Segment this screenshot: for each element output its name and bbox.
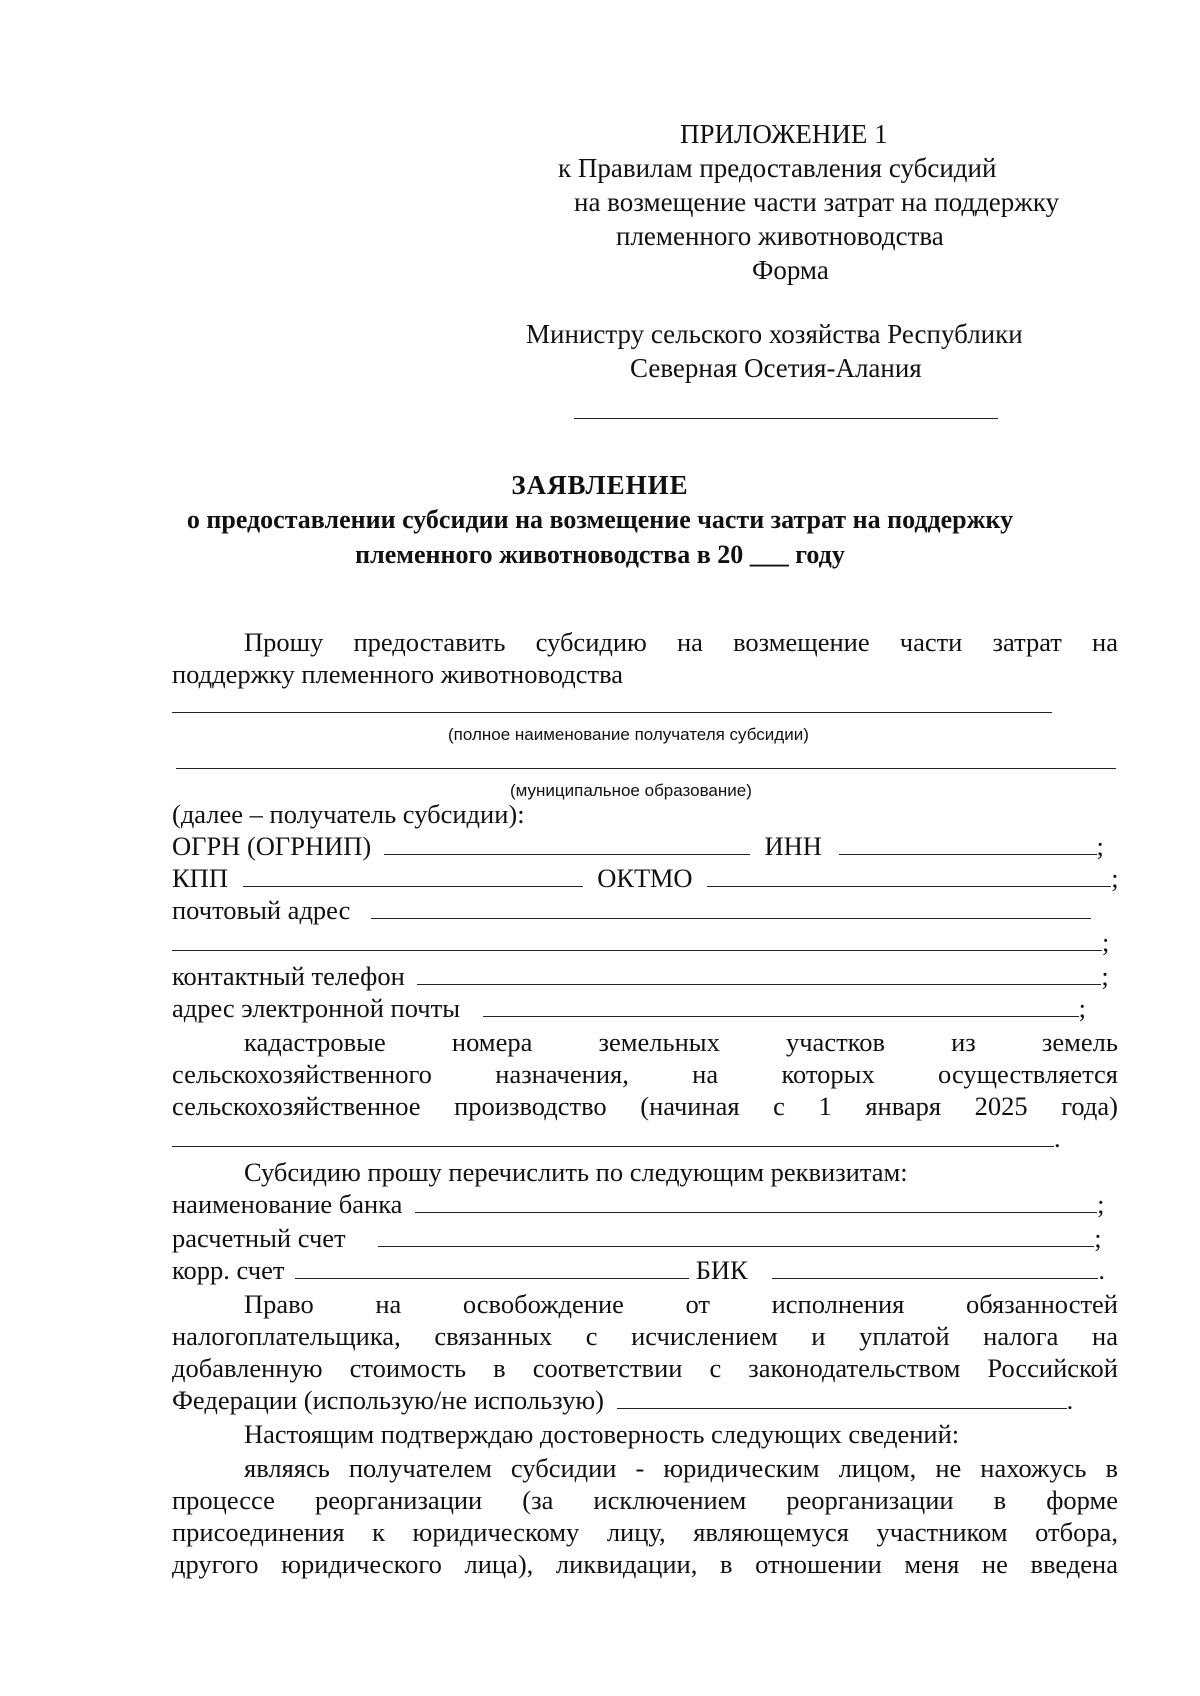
postal-field-continued[interactable] (172, 928, 1102, 951)
recipient-name-caption: (полное наименование получателя субсидии) (448, 725, 809, 744)
legal-text: процессе реорганизации (за исключением реорганизации в форме (172, 1485, 1118, 1515)
semicolon: ; (1111, 863, 1119, 893)
appendix-line: племенного животноводства (616, 221, 944, 251)
form-label: Форма (752, 255, 829, 285)
legal-text: являясь получателем субсидии - юридическим лицом, не нахожусь в (244, 1453, 1118, 1483)
postal-field[interactable] (371, 896, 1091, 919)
semicolon: ; (1096, 831, 1104, 861)
corr-account-field[interactable] (295, 1256, 689, 1279)
semicolon: ; (1101, 961, 1109, 991)
hereinafter-text: (далее – получатель субсидии): (172, 799, 525, 829)
postal-row (172, 894, 1118, 926)
semicolon: ; (1078, 993, 1086, 1023)
corr-label: корр. счет (172, 1255, 285, 1285)
bank-intro: Субсидию прошу перечислить по следующим реквизитам: (244, 1157, 908, 1187)
ogrn-inn-row (172, 830, 1118, 862)
semicolon: ; (1094, 1223, 1102, 1253)
legal-text: присоединения к юридическому лицу, являющемуся участником отбора, (172, 1517, 1118, 1547)
cadastral-text: сельскохозяйственное производство (начиная с 1 января 2025 года) (172, 1091, 1118, 1121)
kpp-label: КПП (172, 863, 228, 893)
document-title: ЗАЯВЛЕНИЕ (511, 470, 689, 500)
oktmo-label: ОКТМО (597, 863, 693, 893)
municipality-field[interactable] (176, 768, 1116, 769)
postal-label: почтовый адрес (172, 895, 351, 925)
confirm-text: Настоящим подтверждаю достоверность следующих сведений: (244, 1419, 960, 1449)
email-label: адрес электронной почты (172, 993, 460, 1023)
inn-field[interactable] (839, 832, 1097, 855)
vat-text: налогоплательщика, связанных с исчислением и уплатой налога на (172, 1321, 1118, 1351)
phone-label: контактный телефон (172, 961, 405, 991)
bank-label: наименование банка (172, 1189, 403, 1219)
bank-field[interactable] (415, 1190, 1097, 1213)
addressee-line: Министру сельского хозяйства Республики (526, 319, 1023, 349)
appendix-title: ПРИЛОЖЕНИЕ 1 (680, 119, 888, 149)
period: . (1066, 1385, 1074, 1415)
account-field[interactable] (378, 1224, 1094, 1247)
kpp-oktmo-row (172, 862, 1118, 894)
vat-text: добавленную стоимость в соответствии с законодательством Российской (172, 1353, 1118, 1383)
bik-label: БИК (695, 1255, 748, 1285)
vat-text: Право на освобождение от исполнения обязанностей (244, 1289, 1118, 1319)
phone-row (172, 960, 1118, 992)
ogrn-field[interactable] (384, 832, 750, 855)
account-row (172, 1222, 1118, 1254)
cadastral-row (172, 1122, 1118, 1154)
recipient-name-field[interactable] (172, 712, 1052, 713)
appendix-line: к Правилам предоставления субсидий (558, 153, 997, 183)
document-subtitle: племенного животноводства в 20 ___ году (355, 540, 845, 569)
semicolon: ; (1097, 1189, 1105, 1219)
municipality-caption: (муниципальное образование) (510, 781, 752, 800)
email-field[interactable] (483, 994, 1079, 1017)
appendix-line: на возмещение части затрат на поддержку (574, 187, 1060, 217)
cadastral-field[interactable] (172, 1124, 1054, 1147)
bank-row (172, 1188, 1118, 1220)
signature-line[interactable] (574, 418, 998, 419)
addressee-line: Северная Осетия-Алания (630, 353, 922, 383)
request-text: поддержку племенного животноводства (172, 659, 624, 689)
inn-label: ИНН (764, 831, 822, 861)
semicolon: ; (1102, 927, 1110, 957)
bik-field[interactable] (772, 1256, 1098, 1279)
vat-row (172, 1384, 1118, 1416)
cadastral-text: кадастровые номера земельных участков из земель (244, 1027, 1118, 1057)
period: . (1098, 1255, 1105, 1285)
phone-field[interactable] (417, 962, 1101, 985)
ogrn-label: ОГРН (ОГРНИП) (172, 831, 372, 861)
account-label: расчетный счет (172, 1223, 346, 1253)
vat-field[interactable] (617, 1386, 1067, 1409)
postal-row-2 (172, 926, 1118, 958)
period: . (1054, 1123, 1061, 1153)
email-row (172, 992, 1118, 1024)
document-subtitle: о предоставлении субсидии на возмещение части затрат на поддержку (186, 505, 1014, 534)
oktmo-field[interactable] (707, 864, 1111, 887)
request-text: Прошу предоставить субсидию на возмещение части затрат на (244, 627, 1118, 657)
kpp-field[interactable] (243, 864, 583, 887)
corr-bik-row (172, 1254, 1118, 1286)
cadastral-text: сельскохозяйственного назначения, на которых осуществляется (172, 1059, 1118, 1089)
vat-label: Федерации (использую/не использую) (172, 1385, 604, 1415)
legal-text: другого юридического лица), ликвидации, в отношении меня не введена (172, 1549, 1118, 1579)
